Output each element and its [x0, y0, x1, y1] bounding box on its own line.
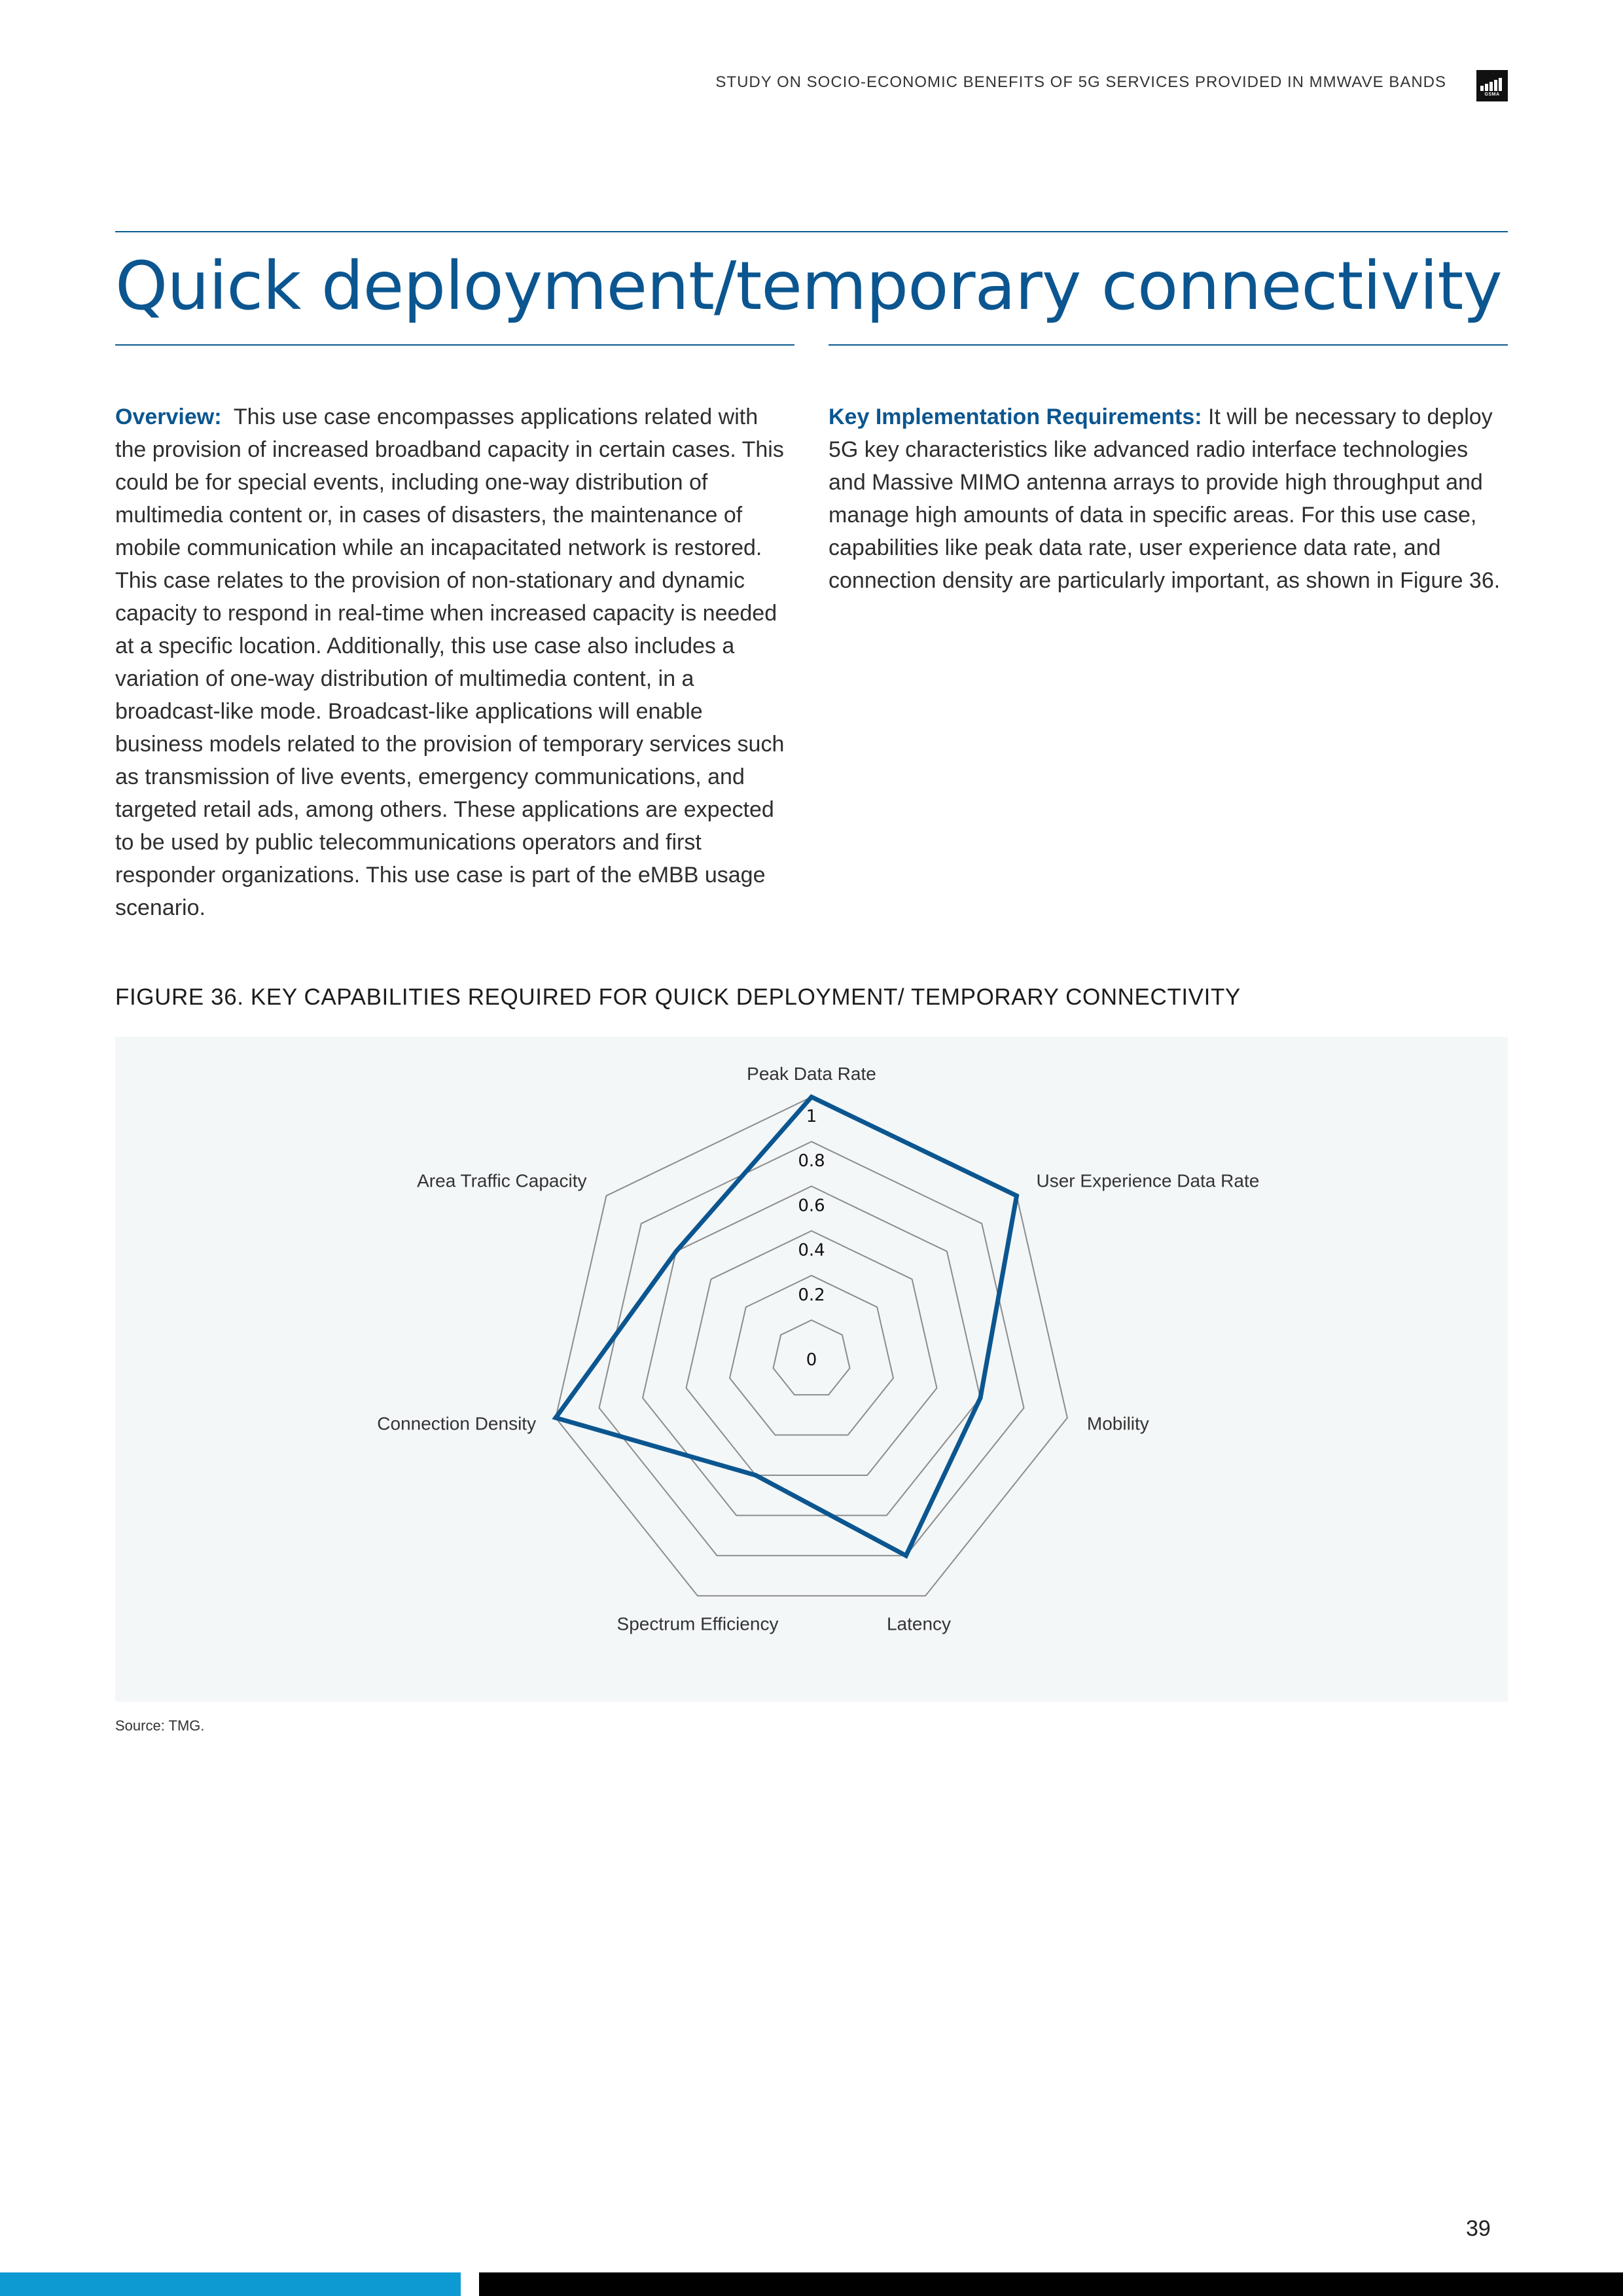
- overview-text: This use case encompasses applications related with the provision of increased broadband capacity in certain cases. This could be for special events, including one-way distribution of multimedia content or, in cases of disasters, the maintenance of mobile communication while an incapacitated network is restored. This case relates to the provision of non-stationary and dynamic capacity to respond in real-time when increased capacity is needed at a specific location. Additionally, this use case also includes a variation of one-way distribution of multimedia content, in a broadcast-like mode. Broadcast-like applications will enable business models related to the provision of temporary services such as transmission of live events, emergency communications, and targeted retail ads, among others. These applications are expected to be used by public telecommunications operators and first responder organizations. This use case is part of the eMBB usage scenario.: [115, 404, 785, 920]
- axis-label: Connection Density: [377, 1413, 537, 1434]
- left-column-rule: [115, 344, 794, 346]
- tick-label: 0.6: [798, 1196, 825, 1216]
- running-header: STUDY ON SOCIO-ECONOMIC BENEFITS OF 5G SERVICES PROVIDED IN MMWAVE BANDS: [715, 73, 1446, 91]
- axis-label: Area Traffic Capacity: [417, 1170, 587, 1191]
- page-number: 39: [1466, 2216, 1491, 2241]
- page-title: Quick deployment/temporary connectivity: [115, 247, 1502, 325]
- logo-bar: [1494, 80, 1497, 91]
- tick-label: 1: [806, 1107, 817, 1126]
- data-point: [978, 1395, 983, 1400]
- chart-panel: [115, 1037, 1508, 1702]
- data-point: [753, 1473, 758, 1478]
- data-point: [554, 1416, 558, 1420]
- logo-bar: [1485, 84, 1488, 91]
- overview-paragraph: [115, 401, 794, 924]
- tick-label: 0.4: [798, 1240, 825, 1261]
- tick-label: 0.8: [798, 1151, 825, 1172]
- gsma-logo-icon: [1476, 70, 1508, 101]
- footer-black-bar: [479, 2272, 1623, 2296]
- figure-caption: FIGURE 36. KEY CAPABILITIES REQUIRED FOR QUICK DEPLOYMENT/ TEMPORARY CONNECTIVITY: [115, 984, 1241, 1010]
- overview-label: Overview:: [115, 404, 222, 429]
- axis-label: Latency: [886, 1613, 952, 1634]
- axis-label: User Experience Data Rate: [1036, 1170, 1260, 1191]
- requirements-text: It will be necessary to deploy 5G key characteristics like advanced radio interface technologies and Massive MIMO antenna arrays to provide high throughput and manage high amounts of data in specific areas. For this use case, capabilities like peak data rate, user experience data rate, and connection density are particularly important, as shown in Figure 36.: [829, 404, 1501, 593]
- radar-chart: [115, 1037, 1508, 1702]
- tick-label: 0: [806, 1350, 817, 1370]
- axis-label: Mobility: [1086, 1413, 1149, 1434]
- series-line: [556, 1097, 1016, 1556]
- requirements-paragraph: [829, 401, 1508, 597]
- tick-label: 0.2: [798, 1285, 825, 1305]
- data-point: [1014, 1194, 1019, 1198]
- axis-label: Peak Data Rate: [747, 1064, 876, 1084]
- footer-blue-bar: [0, 2272, 461, 2296]
- logo-bar: [1499, 78, 1502, 91]
- logo-text: GSMA: [1484, 92, 1500, 97]
- logo-bar: [1480, 86, 1484, 91]
- data-point: [810, 1095, 814, 1100]
- title-top-rule: [115, 231, 1508, 232]
- data-point: [674, 1249, 679, 1254]
- data-point: [904, 1553, 908, 1558]
- right-column-rule: [829, 344, 1508, 346]
- requirements-label: Key Implementation Requirements:: [829, 404, 1202, 429]
- source-note: Source: TMG.: [115, 1717, 205, 1734]
- axis-label: Spectrum Efficiency: [616, 1613, 779, 1634]
- logo-bar: [1489, 82, 1493, 91]
